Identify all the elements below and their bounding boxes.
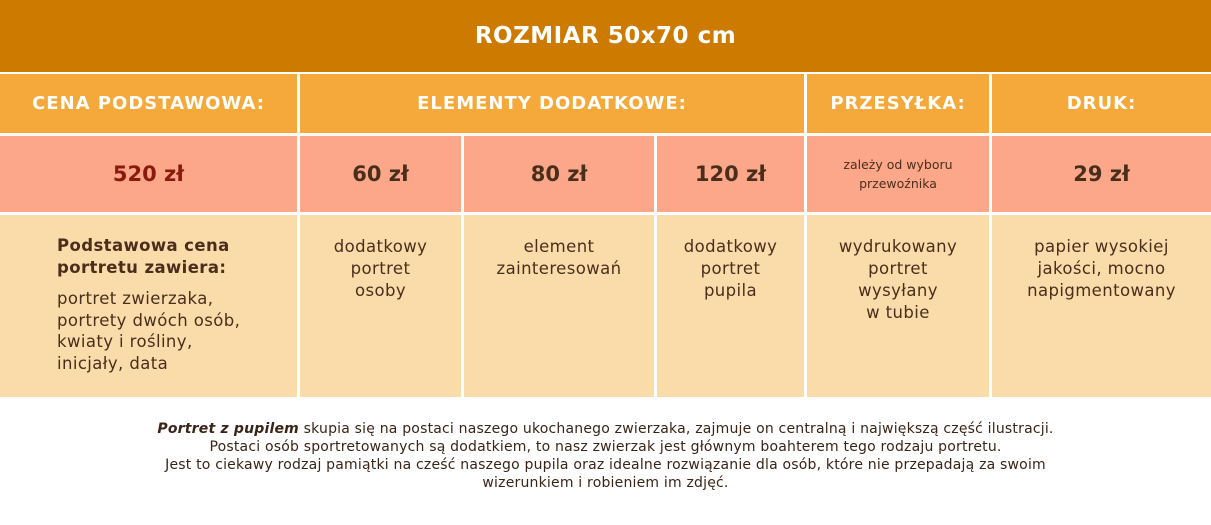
header-extra-elements: ELEMENTY DODATKOWE: xyxy=(300,74,804,133)
footer-line-1-rest: skupia się na postaci naszego ukochanego zwierzaka, zajmuje on centralną i największą część ilustracji. xyxy=(298,421,1054,437)
footer-line-3: Jest to ciekawy rodzaj pamiątki na cześć naszego pupila oraz idealne rozwiązanie dla osób, które nie przepadają za swoim xyxy=(165,457,1046,473)
desc-base xyxy=(0,215,297,397)
desc-print: papier wysokiej jakości, mocno napigmentowany xyxy=(992,215,1211,397)
table-title: ROZMIAR 50x70 cm xyxy=(0,0,1211,72)
desc-shipping: wydrukowany portret wysyłany w tubie xyxy=(807,215,989,397)
desc-base-lead: Podstawowa cena portretu zawiera: xyxy=(57,236,230,277)
header-shipping: PRZESYŁKA: xyxy=(807,74,989,133)
desc-extra-person: dodatkowy portret osoby xyxy=(300,215,461,397)
footer-text xyxy=(0,420,1211,492)
desc-extra-pet: dodatkowy portret pupila xyxy=(657,215,804,397)
price-base: 520 zł xyxy=(0,136,297,212)
desc-extra-element: element zainteresowań xyxy=(464,215,654,397)
desc-base-items: portret zwierzaka, portrety dwóch osób, kwiaty i rośliny, inicjały, data xyxy=(57,289,241,373)
footer-line-1 xyxy=(0,420,1211,438)
price-extra-element: 80 zł xyxy=(464,136,654,212)
footer-line-2: Postaci osób sportretowanych są dodatkiem, to nasz zwierzak jest głównym boahterem tego rodzaju portretu. xyxy=(209,439,1002,455)
footer-emphasis: Portret z pupilem xyxy=(157,421,299,437)
price-print: 29 zł xyxy=(992,136,1211,212)
price-extra-person: 60 zł xyxy=(300,136,461,212)
header-print: DRUK: xyxy=(992,74,1211,133)
header-base-price: CENA PODSTAWOWA: xyxy=(0,74,297,133)
price-shipping: zależy od wyboru przewoźnika xyxy=(807,136,989,212)
footer-line-4: wizerunkiem i robieniem im zdjęć. xyxy=(482,475,729,491)
price-extra-pet: 120 zł xyxy=(657,136,804,212)
